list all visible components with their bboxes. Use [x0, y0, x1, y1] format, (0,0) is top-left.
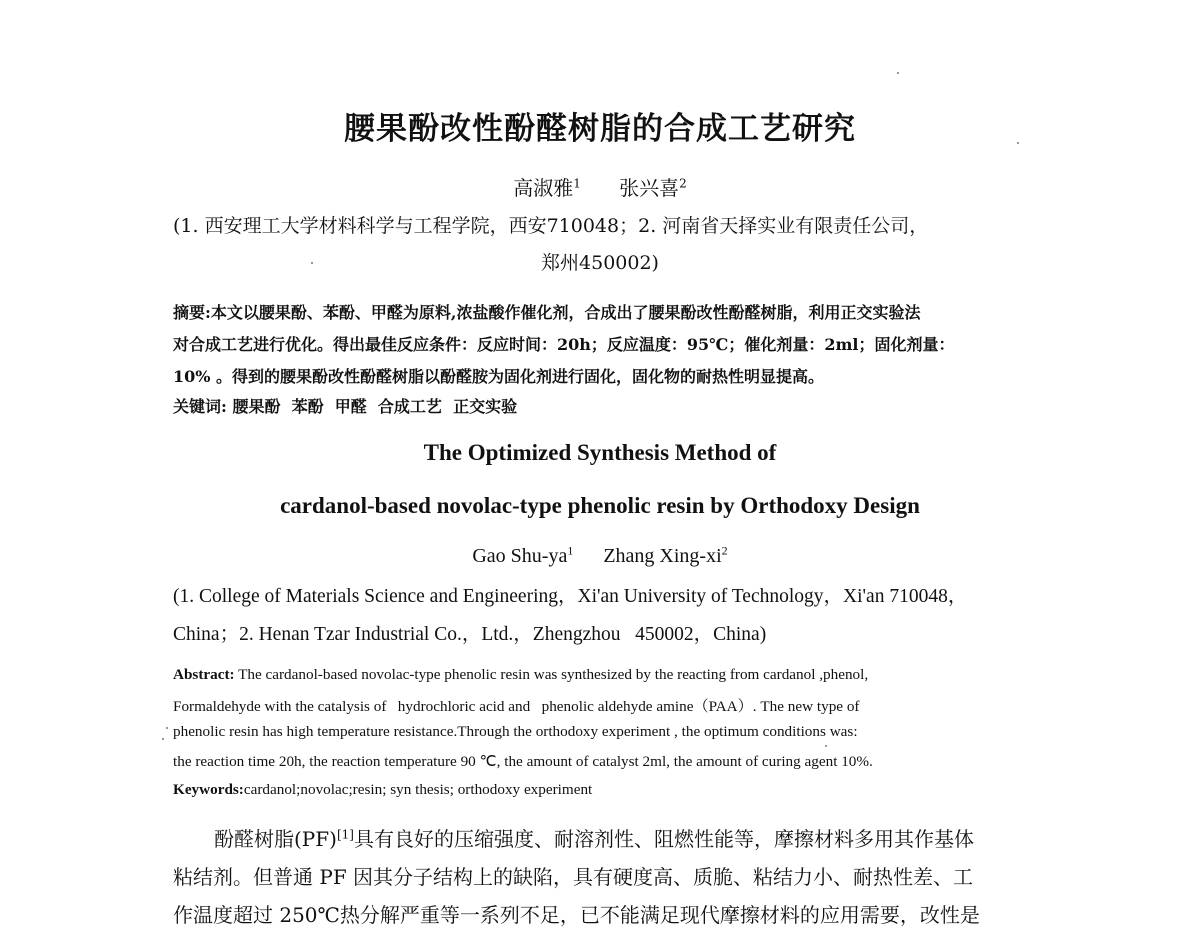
cn-title: 腰果酚改性酚醛树脂的合成工艺研究 — [344, 111, 856, 147]
en-keywords-text: cardanol;novolac;resin; syn thesis; orthodoxy experiment — [243, 781, 593, 798]
en-abstract-text-1: The cardanol-based novolac-type phenolic resin was synthesized by the reacting from cardanol ,phenol, — [238, 666, 869, 683]
en-abstract-line2: Formaldehyde with the catalysis of hydrochloric acid and phenolic aldehyde amine（PAA）. The new type of — [173, 698, 860, 715]
en-authors — [0, 545, 1200, 568]
cn-abstract-line2: 对合成工艺进行优化。得出最佳反应条件：反应时间：20h；反应温度：95℃；催化剂量：2ml；固化剂量： — [173, 335, 955, 354]
cn-author-2: 张兴喜 — [619, 176, 680, 200]
body-line1-rest: 具有良好的压缩强度、耐溶剂性、阻燃性能等，摩擦材料多用其作基体 — [353, 827, 974, 851]
en-keywords — [173, 781, 592, 799]
cn-abstract-line3: 10% 。得到的腰果酚改性酚醛树脂以酚醛胺为固化剂进行固化，固化物的耐热性明显提高。 — [173, 367, 825, 386]
scan-speck — [1017, 142, 1019, 144]
scan-speck — [897, 72, 899, 74]
cn-keywords-label: 关键词: — [173, 397, 227, 416]
en-author-1-sup: 1 — [567, 543, 574, 558]
cn-keywords-text: 腰果酚 苯酚 甲醛 合成工艺 正交实验 — [232, 397, 518, 416]
cn-affiliation-line1: (1. 西安理工大学材料科学与工程学院，西安710048；2. 河南省天择实业有限责任公司， — [173, 215, 929, 237]
en-title-line1: The Optimized Synthesis Method of — [423, 440, 777, 465]
citation-ref: [1] — [336, 827, 354, 842]
en-author-1: Gao Shu-ya — [472, 545, 568, 567]
cn-affiliation-line2: 郑州450002) — [541, 252, 659, 274]
cn-author-2-sup: 2 — [679, 176, 687, 191]
en-abstract-line4: the reaction time 20h, the reaction temperature 90 ℃, the amount of catalyst 2ml, the amount of curing agent 10%. — [173, 753, 873, 770]
cn-authors — [0, 172, 1200, 201]
en-affiliation-line1: (1. College of Materials Science and Engineering，Xi'an University of Technology，Xi'an 710048， — [173, 586, 968, 607]
cn-abstract-text-1: 本文以腰果酚、苯酚、甲醛为原料,浓盐酸作催化剂，合成出了腰果酚改性酚醛树脂，利用正交实验法 — [210, 303, 921, 322]
en-title-line2: cardanol-based novolac-type phenolic resin by Orthodoxy Design — [280, 493, 920, 518]
en-abstract-label: Abstract: — [173, 666, 235, 683]
scan-speck — [162, 738, 164, 740]
en-author-2: Zhang Xing-xi — [603, 545, 722, 567]
body-paragraph-line2: 粘结剂。但普通 PF 因其分子结构上的缺陷，具有硬度高、质脆、粘结力小、耐热性差、工 — [173, 865, 974, 889]
cn-abstract-label: 摘要: — [173, 303, 211, 322]
scan-speck — [825, 745, 827, 747]
en-keywords-label: Keywords: — [173, 781, 244, 798]
en-affiliation-line2: China；2. Henan Tzar Industrial Co.，Ltd.，Zhengzhou 450002，China) — [173, 624, 767, 645]
cn-author-1: 高淑雅 — [513, 176, 574, 200]
body-paragraph-line1 — [214, 823, 974, 852]
scan-speck — [166, 727, 168, 729]
cn-abstract-line1 — [173, 300, 921, 323]
en-abstract-line1 — [173, 666, 868, 684]
body-paragraph-line3: 作温度超过 250℃热分解严重等一系列不足，已不能满足现代摩擦材料的应用需要，改性是 — [173, 903, 980, 927]
en-abstract-line3: phenolic resin has high temperature resistance.Through the orthodoxy experiment , the optimum conditions was: — [173, 723, 858, 740]
scan-speck — [311, 262, 313, 264]
cn-author-1-sup: 1 — [573, 176, 581, 191]
en-author-2-sup: 2 — [721, 543, 728, 558]
body-lead: 酚醛树脂(PF) — [214, 827, 337, 851]
cn-keywords — [173, 394, 517, 417]
